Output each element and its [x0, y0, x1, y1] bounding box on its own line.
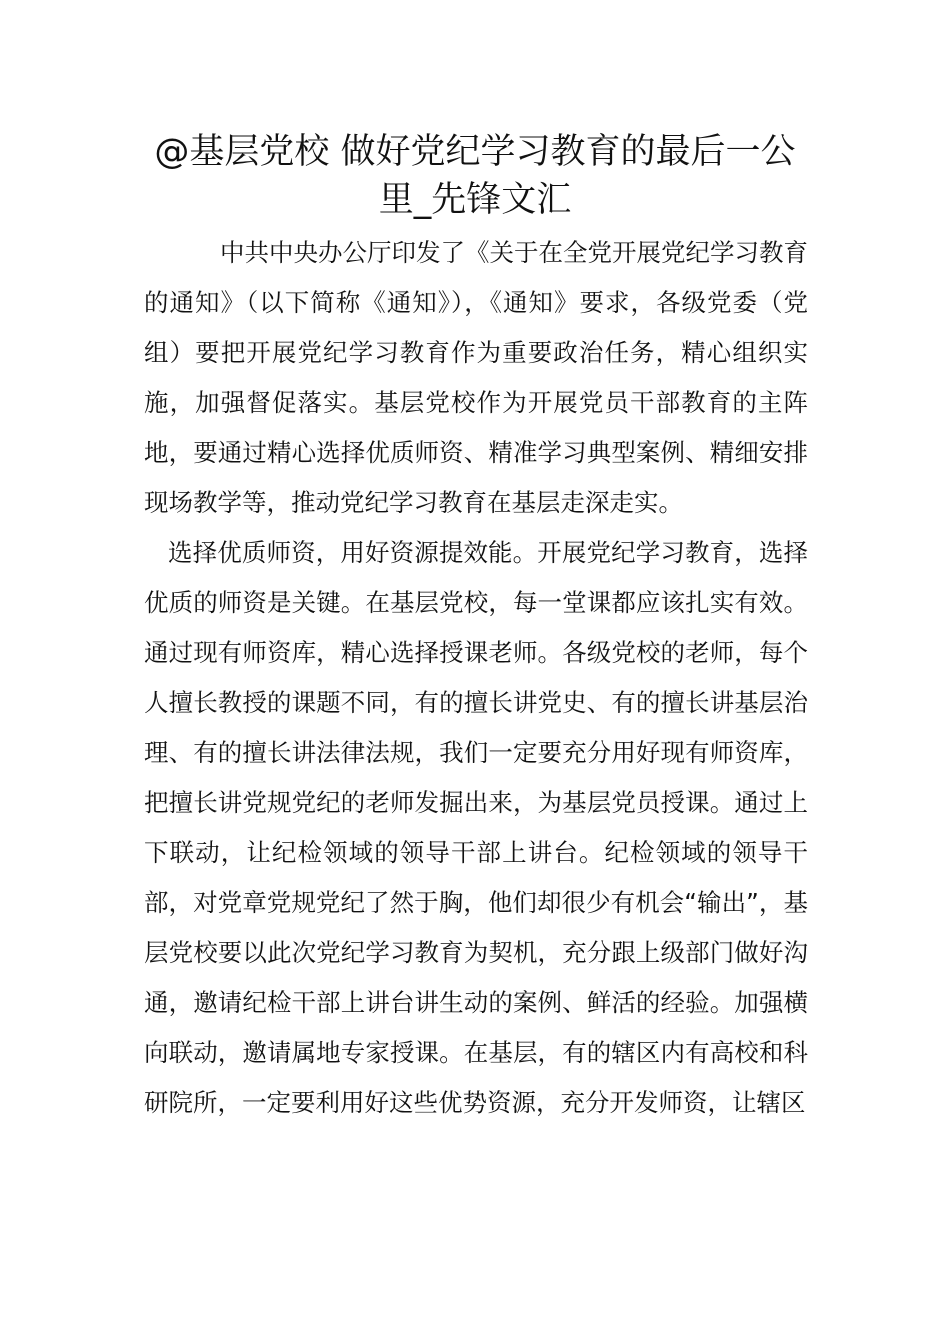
paragraph-teachers: 选择优质师资，用好资源提效能。开展党纪学习教育，选择优质的师资是关键。在基层党校，每一堂课都应该扎实有效。通过现有师资库，精心选择授课老师。各级党校的老师，每个人擅长教授的课题不同，有的擅长讲党史、有的擅长讲基层治理、有的擅长讲法律法规，我们一定要充分用好现有师资库，把擅长讲党规党纪的老师发掘出来，为基层党员授课。通过上下联动，让纪检领域的领导干部上讲台。纪检领域的领导干部，对党章党规党纪了然于胸，他们却很少有机会“输出”，基层党校要以此次党纪学习教育为契机，充分跟上级部门做好沟通，邀请纪检干部上讲台讲生动的案例、鲜活的经验。加强横向联动，邀请属地专家授课。在基层，有的辖区内有高校和科研院所，一定要利用好这些优势资源，充分开发师资，让辖区	[144, 538, 808, 1117]
document-body	[144, 228, 808, 1128]
paragraph-intro: 中共中央办公厅印发了《关于在全党开展党纪学习教育的通知》（以下简称《通知》），《通知》要求，各级党委（党组）要把开展党纪学习教育作为重要政治任务，精心组织实施，加强督促落实。基层党校作为开展党员干部教育的主阵地，要通过精心选择优质师资、精准学习典型案例、精细安排现场教学等，推动党纪学习教育在基层走深走实。	[144, 238, 808, 517]
document-title: @基层党校 做好党纪学习教育的最后一公里_先锋文汇	[154, 132, 796, 220]
